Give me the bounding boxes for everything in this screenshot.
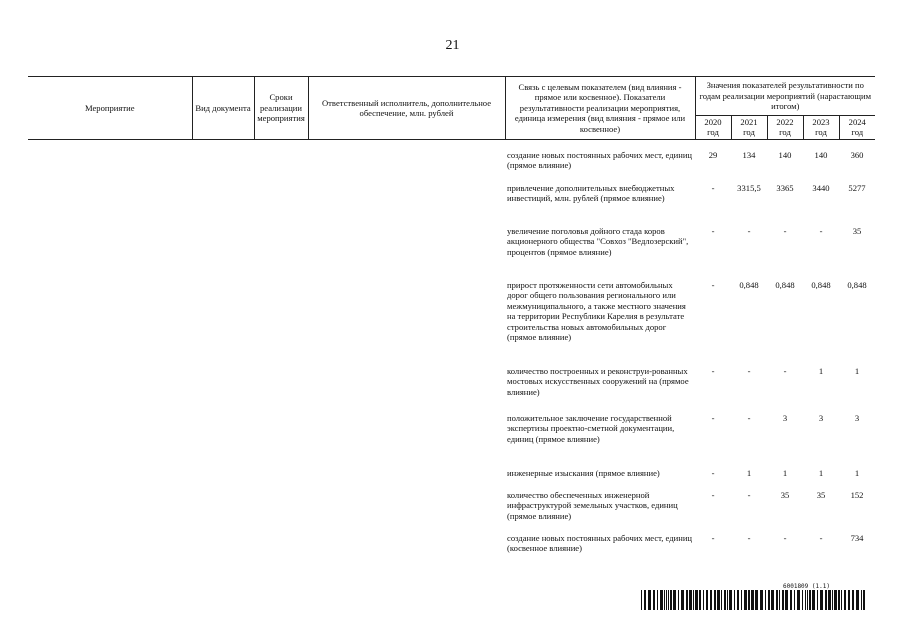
value-2023: 3 bbox=[818, 412, 824, 423]
table-row bbox=[28, 150, 875, 183]
indicator-description: прирост протяженности сети автомобильных дорог общего пользования регионального или межмуниципального, а также местного значения на территории Республики Карелия в результате строительства новых автомобильных дорог (прямое влияние) bbox=[507, 279, 686, 343]
value-2023: 140 bbox=[814, 149, 828, 160]
indicator-description: положительное заключение государственной экспертизы проектно-сметной документации, единиц (прямое влияние) bbox=[507, 412, 675, 444]
value-2020: - bbox=[711, 365, 715, 376]
year-unit: год bbox=[743, 127, 755, 138]
year-label: 2020 bbox=[704, 117, 722, 127]
year-label: 2023 bbox=[812, 117, 830, 127]
value-2022: 140 bbox=[778, 149, 792, 160]
value-2020: - bbox=[711, 182, 715, 193]
value-2024: 35 bbox=[852, 225, 862, 236]
value-2024: 0,848 bbox=[847, 279, 867, 290]
year-label: 2021 bbox=[740, 117, 758, 127]
value-2024: 3 bbox=[854, 412, 860, 423]
year-unit: год bbox=[815, 127, 827, 138]
value-2022: - bbox=[783, 365, 787, 376]
value-2022: 3 bbox=[782, 412, 788, 423]
barcode-caption: 6001809 (1.1) bbox=[783, 583, 830, 590]
value-2020: - bbox=[711, 532, 715, 543]
value-2024: 5277 bbox=[848, 182, 866, 193]
year-label: 2024 bbox=[848, 117, 866, 127]
value-2021: 1 bbox=[746, 467, 752, 478]
table-row bbox=[28, 413, 875, 468]
value-2021: - bbox=[747, 412, 751, 423]
indicator-description: количество построенных и реконструи-рованных мостовых искусственных сооружений на (прямое влияние) bbox=[507, 365, 689, 397]
value-2020: - bbox=[711, 489, 715, 500]
indicator-description: увеличение поголовья дойного стада коров акционерного общества "Совхоз "Ведлозерский", процентов (прямое влияние) bbox=[507, 225, 689, 257]
value-2023: 35 bbox=[816, 489, 826, 500]
value-2024: 1 bbox=[854, 365, 860, 376]
barcode bbox=[641, 590, 865, 610]
value-2021: - bbox=[747, 225, 751, 236]
value-2023: 1 bbox=[818, 467, 824, 478]
value-2022: 0,848 bbox=[775, 279, 795, 290]
value-2021: 134 bbox=[742, 149, 756, 160]
value-2023: - bbox=[819, 225, 823, 236]
header-link: Связь с целевым показателем (вид влияния - прямое или косвенное). Показатели результативности реализации мероприятия, единица измерения (вид влияния - прямое или косвенное) bbox=[505, 77, 695, 140]
header-year-2022 bbox=[767, 116, 803, 140]
value-2021: - bbox=[747, 365, 751, 376]
header-year-2023 bbox=[803, 116, 839, 140]
value-2020: - bbox=[711, 467, 715, 478]
value-2021: - bbox=[747, 532, 751, 543]
table-row bbox=[28, 366, 875, 413]
value-2023: 3440 bbox=[812, 182, 830, 193]
table-body bbox=[28, 139, 875, 557]
table-row bbox=[28, 490, 875, 533]
year-unit: год bbox=[707, 127, 719, 138]
header-year-2024 bbox=[839, 116, 875, 140]
measures-table bbox=[28, 76, 875, 557]
header-doc-type: Вид документа bbox=[192, 77, 254, 140]
header-year-2021 bbox=[731, 116, 767, 140]
table-header bbox=[28, 77, 875, 140]
indicator-description: создание новых постоянных рабочих мест, единиц (прямое влияние) bbox=[507, 149, 693, 171]
indicator-description: создание новых постоянных рабочих мест, единиц (косвенное влияние) bbox=[507, 532, 693, 554]
table-row bbox=[28, 468, 875, 490]
value-2024: 360 bbox=[850, 149, 864, 160]
value-2020: - bbox=[711, 225, 715, 236]
header-executor: Ответственный исполнитель, дополнительное обеспечение, млн. рублей bbox=[308, 77, 505, 140]
indicator-description: количество обеспеченных инженерной инфраструктурой земельных участков, единиц (прямое влияние) bbox=[507, 489, 678, 521]
header-values: Значения показателей результативности по годам реализации мероприятий (нарастающим итогом) bbox=[695, 77, 875, 116]
year-unit: год bbox=[779, 127, 791, 138]
value-2024: 1 bbox=[854, 467, 860, 478]
table-row bbox=[28, 280, 875, 366]
year-unit: год bbox=[851, 127, 864, 138]
value-2023: 1 bbox=[818, 365, 824, 376]
value-2023: - bbox=[819, 532, 823, 543]
table-row bbox=[28, 226, 875, 280]
table-row bbox=[28, 183, 875, 226]
value-2024: 152 bbox=[850, 489, 864, 500]
value-2022: - bbox=[783, 225, 787, 236]
header-measure: Мероприятие bbox=[28, 77, 192, 140]
indicator-description: инженерные изыскания (прямое влияние) bbox=[507, 467, 660, 478]
value-2022: 1 bbox=[782, 467, 788, 478]
header-year-2020 bbox=[695, 116, 731, 140]
value-2021: - bbox=[747, 489, 751, 500]
page-number: 21 bbox=[445, 38, 460, 53]
value-2021: 3315,5 bbox=[737, 182, 761, 193]
value-2024: 734 bbox=[850, 532, 864, 543]
value-2020: - bbox=[711, 412, 715, 423]
indicator-description: привлечение дополнительных внебюджетных инвестиций, млн. рублей (прямое влияние) bbox=[507, 182, 675, 204]
value-2022: 3365 bbox=[776, 182, 794, 193]
value-2021: 0,848 bbox=[739, 279, 759, 290]
value-2020: - bbox=[711, 279, 715, 290]
header-deadlines: Сроки реализации мероприятия bbox=[254, 77, 308, 140]
year-label: 2022 bbox=[776, 117, 794, 127]
value-2022: - bbox=[783, 532, 787, 543]
value-2020: 29 bbox=[708, 149, 718, 160]
value-2023: 0,848 bbox=[811, 279, 831, 290]
value-2022: 35 bbox=[780, 489, 790, 500]
table-row bbox=[28, 533, 875, 557]
